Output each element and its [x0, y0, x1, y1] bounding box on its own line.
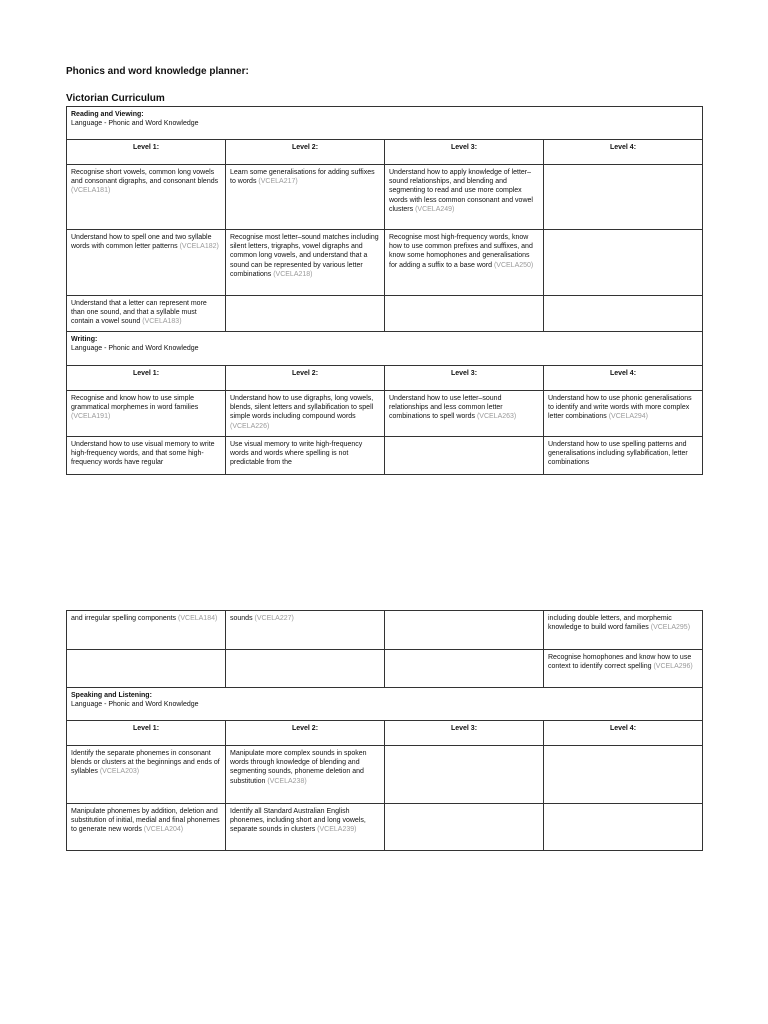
outcome-cell — [544, 746, 703, 804]
outcome-cell — [226, 437, 385, 475]
outcome-cell — [67, 296, 226, 332]
outcome-text: Recognise and know how to use simple grammatical morphemes in word families — [71, 395, 199, 412]
level-header-2: Level 2: — [226, 140, 385, 165]
outcome-text: Understand how to apply knowledge of letter–sound relationships, and blending and segmenting to read and use more complex words with less common consonant and vowel clusters — [389, 169, 533, 213]
outcome-text: Understand how to spell one and two syllable words with common letter patterns — [71, 234, 212, 251]
level-header-2: Level 2: — [226, 366, 385, 391]
outcome-cell — [226, 230, 385, 296]
outcome-cell — [544, 650, 703, 688]
outcome-cell — [226, 611, 385, 650]
level-header-3: Level 3: — [385, 366, 544, 391]
outcome-code: (VCELA250) — [493, 261, 534, 269]
level-header-1: Level 1: — [67, 721, 226, 746]
outcome-cell — [67, 804, 226, 851]
outcome-text: Understand how to use visual memory to write high-frequency words, and that some high-frequency words have regular — [71, 441, 215, 467]
table-row — [67, 804, 703, 851]
table-row — [67, 391, 703, 437]
outcome-cell — [67, 230, 226, 296]
outcome-text: Recognise most letter–sound matches including silent letters, trigraphs, vowel digraphs and common long vowels, and understand that a sound can be represented by various letter combinations — [230, 234, 379, 278]
outcome-cell — [385, 296, 544, 332]
table-row — [67, 296, 703, 332]
outcome-text: Manipulate phonemes by addition, deletion and substitution of initial, medial and final phonemes to generate new words — [71, 808, 220, 834]
outcome-text: Identify all Standard Australian English phonemes, including short and long vowels, separate sounds in clusters — [230, 808, 366, 834]
section-header-speaking-listening — [67, 688, 703, 721]
outcome-code: (VCELA238) — [267, 777, 307, 785]
table-row — [67, 746, 703, 804]
outcome-cell — [67, 611, 226, 650]
table-row — [67, 437, 703, 475]
outcome-cell — [544, 611, 703, 650]
outcome-code: (VCELA184) — [178, 615, 218, 622]
outcome-cell — [67, 165, 226, 230]
level-header-3: Level 3: — [385, 140, 544, 165]
section-subtitle: Language - Phonic and Word Knowledge — [71, 345, 199, 353]
section-header-reading-viewing — [67, 107, 703, 140]
level-header-1: Level 1: — [67, 140, 226, 165]
outcome-code: (VCELA295) — [650, 624, 691, 632]
outcome-code: (VCELA227) — [254, 615, 294, 622]
outcome-code: (VCELA249) — [415, 205, 455, 213]
outcome-text: Understand how to use phonic generalisations to identify and write words with more complex letter combinations — [548, 395, 692, 421]
outcome-code: (VCELA218) — [273, 270, 313, 278]
table-row — [67, 165, 703, 230]
outcome-code: (VCELA226) — [230, 422, 270, 430]
section-header-writing — [67, 332, 703, 366]
outcome-code: (VCELA217) — [258, 178, 298, 186]
outcome-text: Identify the separate phonemes in consonant blends or clusters at the beginnings and ends of syllables — [71, 750, 220, 776]
section-title: Writing: — [71, 336, 98, 343]
planner-table-page1 — [66, 106, 703, 475]
outcome-text: Recognise homophones and know how to use context to identify correct spelling — [548, 654, 692, 671]
section-subtitle: Language - Phonic and Word Knowledge — [71, 701, 199, 709]
outcome-text: Understand how to use spelling patterns and generalisations including syllabification, letter combinations — [548, 441, 688, 467]
outcome-cell — [385, 650, 544, 688]
outcome-cell — [226, 165, 385, 230]
table-row — [67, 230, 703, 296]
section-title: Speaking and Listening: — [71, 692, 152, 699]
outcome-cell — [385, 165, 544, 230]
outcome-code: (VCELA204) — [143, 826, 184, 834]
outcome-code: (VCELA183) — [142, 318, 182, 326]
document-subtitle: Victorian Curriculum — [66, 93, 165, 104]
outcome-text: Understand that a letter can represent more than one sound, and that a syllable must contain a vowel sound — [71, 300, 207, 326]
outcome-text: sounds — [230, 615, 253, 622]
level-header-4: Level 4: — [544, 721, 703, 746]
outcome-cell — [226, 391, 385, 437]
outcome-cell — [385, 230, 544, 296]
outcome-cell — [544, 296, 703, 332]
table-row — [67, 611, 703, 650]
level-header-1: Level 1: — [67, 366, 226, 391]
level-header-3: Level 3: — [385, 721, 544, 746]
level-header-4: Level 4: — [544, 366, 703, 391]
outcome-cell — [67, 437, 226, 475]
outcome-cell — [226, 746, 385, 804]
outcome-cell — [544, 804, 703, 851]
section-subtitle: Language - Phonic and Word Knowledge — [71, 120, 199, 128]
outcome-cell — [226, 804, 385, 851]
outcome-code: (VCELA203) — [99, 768, 140, 776]
outcome-cell — [385, 437, 544, 475]
outcome-cell — [226, 650, 385, 688]
outcome-code: (VCELA263) — [476, 413, 517, 421]
outcome-text: Understand how to use digraphs, long vowels, blends, silent letters and syllabification to spell simple words including compound words — [230, 395, 374, 421]
outcome-cell — [385, 804, 544, 851]
outcome-text: Manipulate more complex sounds in spoken words through knowledge of blending and segmenting sounds, phoneme deletion and substitution — [230, 750, 367, 785]
outcome-cell — [385, 746, 544, 804]
outcome-code: (VCELA182) — [179, 243, 219, 251]
outcome-code: (VCELA239) — [317, 826, 357, 834]
outcome-code: (VCELA191) — [71, 413, 111, 421]
level-header-2: Level 2: — [226, 721, 385, 746]
outcome-cell — [67, 746, 226, 804]
outcome-code: (VCELA294) — [608, 413, 649, 421]
document-title: Phonics and word knowledge planner: — [66, 66, 249, 77]
outcome-cell — [385, 611, 544, 650]
outcome-text: Use visual memory to write high-frequency words and words where spelling is not predictable from the — [230, 441, 363, 467]
outcome-cell — [226, 296, 385, 332]
outcome-code: (VCELA181) — [71, 187, 111, 195]
table-row — [67, 650, 703, 688]
outcome-cell — [544, 165, 703, 230]
outcome-text: Recognise short vowels, common long vowels and consonant digraphs, and consonant blends — [71, 169, 219, 186]
outcome-text: including double letters, and morphemic knowledge to build word families — [548, 615, 672, 632]
outcome-cell — [544, 391, 703, 437]
planner-table-page2 — [66, 610, 703, 851]
outcome-cell — [544, 230, 703, 296]
outcome-code: (VCELA296) — [653, 663, 693, 671]
section-title: Reading and Viewing: — [71, 111, 144, 118]
outcome-cell — [67, 391, 226, 437]
outcome-cell — [385, 391, 544, 437]
level-header-4: Level 4: — [544, 140, 703, 165]
outcome-cell — [67, 650, 226, 688]
outcome-text: and irregular spelling components — [71, 615, 177, 622]
outcome-text: Learn some generalisations for adding suffixes to words — [230, 169, 375, 186]
outcome-text: Understand how to use letter–sound relationships and less common letter combinations to spell words — [389, 395, 503, 421]
outcome-cell — [544, 437, 703, 475]
outcome-text: Recognise most high-frequency words, know how to use common prefixes and suffixes, and know some homophones and generalisations for adding a suffix to a base word — [389, 234, 533, 269]
